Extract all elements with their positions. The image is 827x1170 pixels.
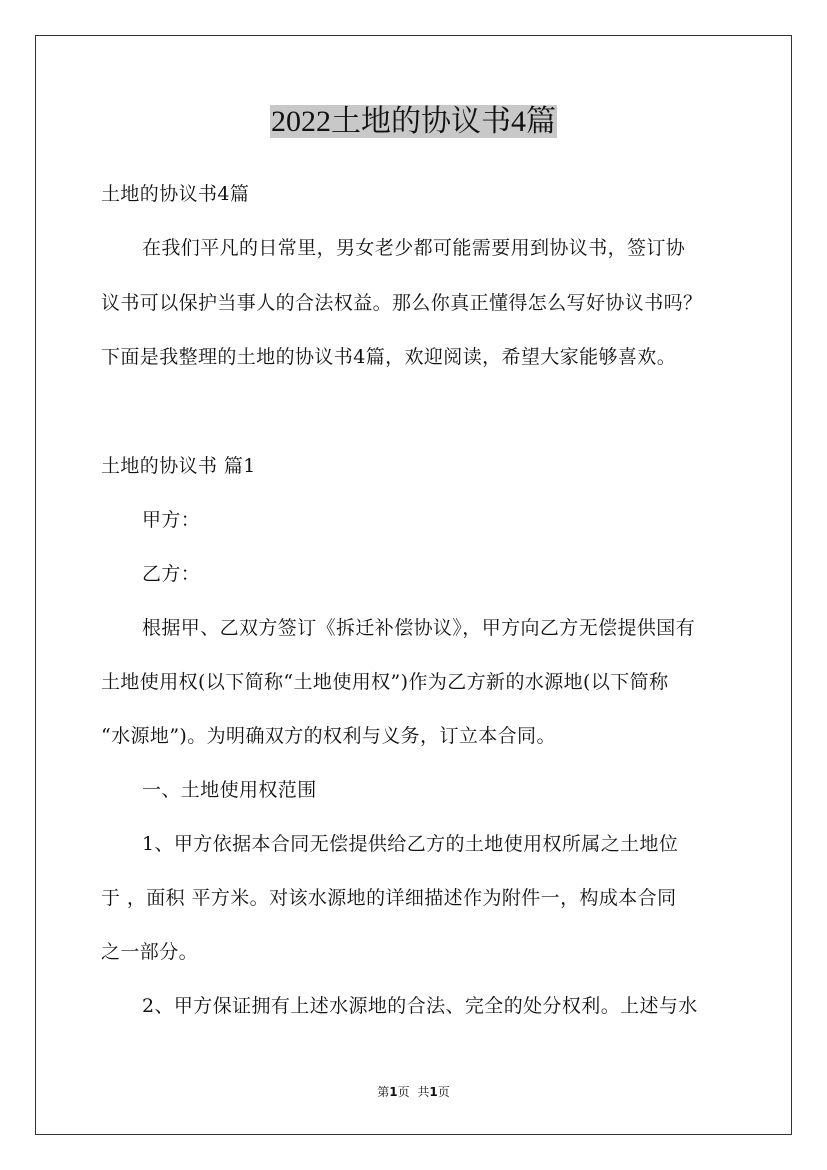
document-title — [0, 100, 827, 144]
paragraph-line: 2、甲方保证拥有上述水源地的合法、完全的处分权利。上述与水 — [142, 995, 698, 1017]
footer-total-suffix: 页 — [437, 1085, 450, 1099]
footer-total-number: 1 — [429, 1085, 438, 1099]
paragraph-line: 下面是我整理的土地的协议书4篇，欢迎阅读，希望大家能够喜欢。 — [101, 346, 677, 368]
clause-heading: 一、土地使用权范围 — [142, 779, 317, 801]
title-text: 2022土地的协议书4篇 — [271, 105, 556, 138]
footer-page-number: 1 — [389, 1085, 398, 1099]
party-a-line: 甲方： — [142, 509, 201, 531]
paragraph-line: 根据甲、乙双方签订《拆迁补偿协议》，甲方向乙方无偿提供国有 — [142, 617, 696, 639]
footer-total-prefix: 共 — [417, 1085, 430, 1099]
footer-page-suffix: 页 — [397, 1085, 410, 1099]
paragraph-line: 在我们平凡的日常里，男女老少都可能需要用到协议书，签订协 — [142, 237, 686, 259]
paragraph-line: “水源地”)。为明确双方的权利与义务，订立本合同。 — [101, 725, 556, 747]
paragraph-line: 于 ，面积 平方米。对该水源地的详细描述作为附件一，构成本合同 — [101, 887, 677, 909]
paragraph-line: 之一部分。 — [101, 941, 199, 963]
page-footer — [0, 1083, 827, 1101]
paragraph-line: 1、甲方依据本合同无偿提供给乙方的土地使用权所属之土地位 — [142, 833, 679, 855]
footer-page-prefix: 第 — [377, 1085, 390, 1099]
party-b-line: 乙方： — [142, 563, 201, 585]
section-heading: 土地的协议书 篇1 — [101, 455, 256, 477]
doc-subtitle: 土地的协议书4篇 — [101, 183, 250, 205]
paragraph-line: 土地使用权(以下简称“土地使用权”)作为乙方新的水源地(以下简称 — [101, 671, 669, 693]
paragraph-line: 议书可以保护当事人的合法权益。那么你真正懂得怎么写好协议书吗？ — [101, 292, 703, 314]
